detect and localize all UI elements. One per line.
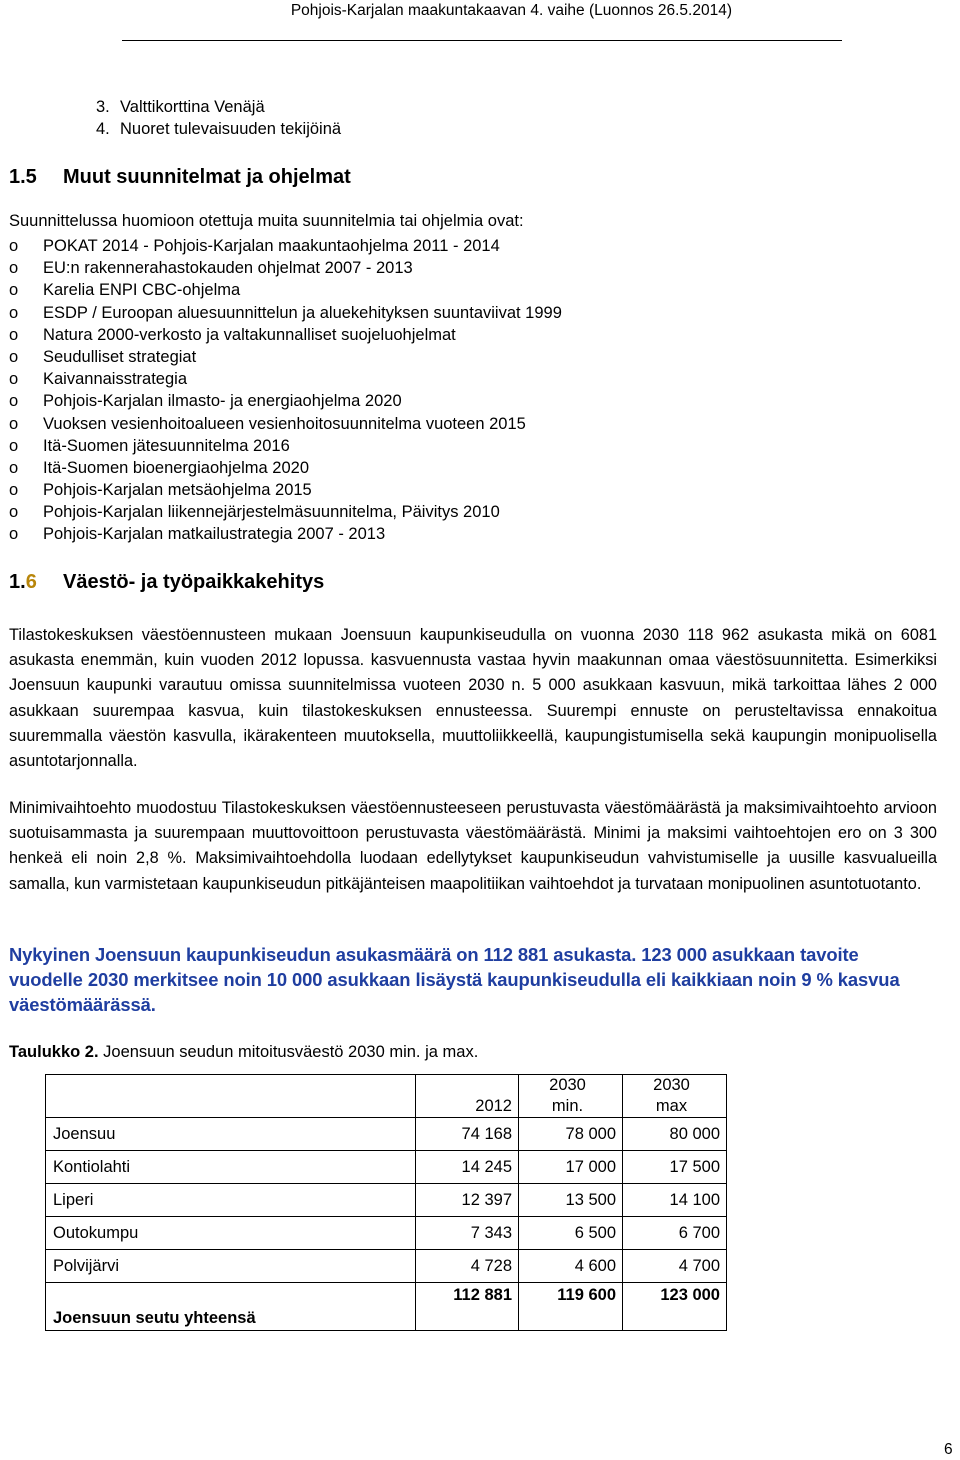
value-cell: 14 245 (416, 1151, 519, 1184)
bullet-icon: o (9, 458, 19, 477)
header-cell-empty (46, 1075, 416, 1118)
value-cell: 4 728 (416, 1250, 519, 1283)
municipality-cell: Liperi (46, 1184, 416, 1217)
municipality-cell: Polvijärvi (46, 1250, 416, 1283)
table-row (46, 1250, 727, 1283)
table-caption-text: Joensuun seudun mitoitusväestö 2030 min. ja max. (98, 1043, 479, 1061)
header-cell-2012: 2012 (416, 1075, 519, 1118)
value-cell: 14 100 (623, 1184, 727, 1217)
bullet-icon: o (9, 259, 19, 278)
bullet-icon: o (9, 303, 19, 322)
item-text: Nuoret tulevaisuuden tekijöinä (120, 120, 342, 138)
bullet-icon: o (9, 525, 19, 544)
bullet-icon: o (9, 481, 19, 500)
bullet-icon: o (9, 414, 19, 433)
header-rule (122, 40, 842, 41)
bullet-icon: o (9, 281, 19, 300)
bullet-icon: o (9, 503, 19, 522)
total-value-cell: 123 000 (623, 1283, 727, 1331)
value-cell: 6 700 (623, 1217, 727, 1250)
highlight-line: Nykyinen Joensuun kaupunkiseudun asukasmäärä on 112 881 asukasta. 123 000 asukkaan tavoite (9, 944, 859, 965)
list-item-text: POKAT 2014 - Pohjois-Karjalan maakuntaohjelma 2011 - 2014 (43, 237, 500, 255)
population-table (45, 1074, 727, 1331)
table-total-row (46, 1283, 727, 1331)
value-cell: 17 500 (623, 1151, 727, 1184)
value-cell: 4 700 (623, 1250, 727, 1283)
value-cell: 74 168 (416, 1118, 519, 1151)
paragraph-min-max: Minimivaihtoehto muodostuu Tilastokeskuksen väestöennusteeseen perustuvasta väestömäärästä ja maksimivaihtoehto arvioon suotuisammasta ja suurempaan muuttovoittoon perustuvasta väestömäärästä. Minimi ja maksimi vaihtoehtojen ero on 3 300 henkeä eli noin 2,8 %. Maksimivaihtoehdolla luodaan edellytykset kaupunkiseudun vahvistumiselle ja uusille kasvualueilla samalla, kun varmistetaan kaupunkiseudun pitkäjänteisen maapolitiikan vaihtoehdot ja turvataan monipuolinen asuntotuotanto. (9, 799, 937, 893)
table-row (46, 1184, 727, 1217)
value-cell: 7 343 (416, 1217, 519, 1250)
total-label-cell: Joensuun seutu yhteensä (46, 1283, 416, 1331)
list-item-text: Vuoksen vesienhoitoalueen vesienhoitosuunnitelma vuoteen 2015 (43, 414, 526, 433)
section-intro: Suunnittelussa huomioon otettuja muita suunnitelmia tai ohjelmia ovat: (9, 212, 524, 230)
table-row (46, 1118, 727, 1151)
value-cell: 17 000 (519, 1151, 623, 1184)
table-caption (9, 1043, 478, 1062)
bullet-icon: o (9, 237, 19, 255)
value-cell: 80 000 (623, 1118, 727, 1151)
header-cell-2030-min: 2030 min. (519, 1075, 623, 1118)
numbered-item (96, 98, 265, 117)
highlight-line: vuodelle 2030 merkitsee noin 10 000 asukkaan lisäystä kaupunkiseudulla eli kaikkiaan noin 9 % kasvua (9, 969, 900, 990)
table-header-row (46, 1075, 727, 1118)
bullet-icon: o (9, 370, 19, 389)
total-value-cell: 112 881 (416, 1283, 519, 1331)
bullet-icon: o (9, 347, 19, 366)
value-cell: 12 397 (416, 1184, 519, 1217)
item-number: 4. (96, 120, 110, 138)
table-row (46, 1151, 727, 1184)
bullet-icon: o (9, 392, 19, 411)
bullet-icon: o (9, 325, 19, 344)
list-item-text: Natura 2000-verkosto ja valtakunnalliset suojeluohjelmat (43, 325, 456, 344)
item-number: 3. (96, 98, 110, 116)
list-item-text: ESDP / Euroopan aluesuunnittelun ja aluekehityksen suuntaviivat 1999 (43, 303, 562, 322)
list-item-text: Karelia ENPI CBC-ohjelma (43, 281, 241, 300)
list-item-text: Itä-Suomen jätesuunnitelma 2016 (43, 436, 290, 455)
value-cell: 6 500 (519, 1217, 623, 1250)
highlight-line: väestömäärässä. (9, 994, 156, 1015)
list-item-text: EU:n rakennerahastokauden ohjelmat 2007 - 2013 (43, 259, 413, 278)
municipality-cell: Outokumpu (46, 1217, 416, 1250)
value-cell: 13 500 (519, 1184, 623, 1217)
numbered-item (96, 120, 342, 139)
list-item-text: Seudulliset strategiat (43, 347, 197, 366)
running-header: Pohjois-Karjalan maakuntakaavan 4. vaihe (Luonnos 26.5.2014) (290, 2, 732, 19)
section-title: Väestö- ja työpaikkakehitys (63, 571, 325, 593)
list-item-text: Pohjois-Karjalan ilmasto- ja energiaohjelma 2020 (43, 392, 402, 411)
section-number: 1.5 (9, 166, 37, 188)
paragraph-forecast: Tilastokeskuksen väestöennusteen mukaan Joensuun kaupunkiseudulla on vuonna 2030 118 962 asukasta mikä on 6081 asukasta enemmän, kuin vuoden 2012 lopussa. kasvuennusta vastaa hyvin maakunnan omaa väestösuunnitetta. Esimerkiksi Joensuun kaupunki varautuu omissa suunnitelmissa vuoteen 2030 n. 5 000 asukkaan kasvuun, mikä tarkoittaa lähes 2 000 asukkaan suurempaa kasvua, kuin tilastokeskuksen ennusteessa. Suurempi ennuste on perusteltavissa ennakoitua suuremmalla väestön kasvulla, ikärakenteen muutoksella, muuttoliikkeellä, kaupungistumisella sekä kaupungin monipuolisella asuntotarjonnalla. (9, 626, 937, 771)
total-value-cell: 119 600 (519, 1283, 623, 1331)
municipality-cell: Kontiolahti (46, 1151, 416, 1184)
table-body (46, 1118, 727, 1331)
list-item-text: Pohjois-Karjalan matkailustrategia 2007 - 2013 (43, 525, 386, 544)
table-row (46, 1217, 727, 1250)
list-item-text: Pohjois-Karjalan liikennejärjestelmäsuunnitelma, Päivitys 2010 (43, 503, 500, 522)
municipality-cell: Joensuu (46, 1118, 416, 1151)
section-title: Muut suunnitelmat ja ohjelmat (63, 166, 351, 188)
list-item-text: Pohjois-Karjalan metsäohjelma 2015 (43, 481, 312, 500)
list-item-text: Kaivannaisstrategia (43, 370, 188, 389)
item-text: Valttikorttina Venäjä (120, 98, 265, 116)
bullet-icon: o (9, 436, 19, 455)
section-number: 1.6 (9, 571, 37, 593)
highlight-target-statement (9, 942, 944, 1017)
page-number: 6 (944, 1441, 953, 1458)
value-cell: 78 000 (519, 1118, 623, 1151)
value-cell: 4 600 (519, 1250, 623, 1283)
list-item-text: Itä-Suomen bioenergiaohjelma 2020 (43, 458, 310, 477)
header-cell-2030-max: 2030 max (623, 1075, 727, 1118)
table-caption-label: Taulukko 2. (9, 1043, 99, 1061)
